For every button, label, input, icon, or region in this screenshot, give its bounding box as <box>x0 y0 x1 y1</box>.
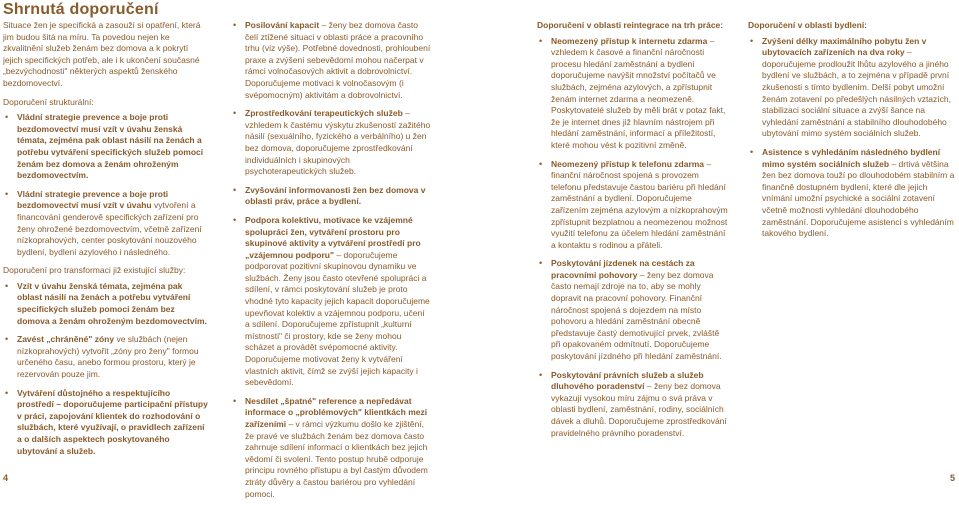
service-list <box>231 20 431 500</box>
section-heading-labor-market: Doporučení v oblasti reintegrace na trh práce: <box>537 20 724 30</box>
list-item: • Zvýšení délky maximálního pobytu žen v ubytovacích zařízeních na dva roky – doporučujeme prodloužit lhůtu azylového a jiného bydlení ve službách, a to zejména v případě první zkušenosti s tímto bydlením. Delší pobyt umožní ženám zotavení po předešlých násilných vztazích, stabilizaci sociální situace a zvýší šance na vyhledání zaměstnání a stabilního dlouhodobého ubytování mimo systém sociálních služeb. <box>748 36 956 140</box>
labor-market-list <box>537 36 729 440</box>
list-item: • Asistence s vyhledáním následného bydlení mimo systém sociálních služeb – drtivá většina žen bez domova touží po dlouhodobém stabilním a finančně dostupném bydlení, které dle jejich vnímání umožní psychické a sociální zotavení včetně možnosti vyhledání dlouhodobého zaměstnání. Doporučujeme asistenci s vyhledáním takového bydlení. <box>748 147 956 240</box>
list-item: • Zvyšování informovanosti žen bez domova v oblasti práv, práce a bydlení. <box>231 185 431 208</box>
list-item: • Nesdílet „špatné" reference a nepředávat informace o „problémových" klientkách mezi zařízeními – v rámci výzkumu došlo ke zjištění, že pravé ve službách ženám bez domova často zahrnuje sdílení informací o klientkách bez jejich vědomí či svolení. Tento postup hrubě odporuje principu rovného přístupu a byl častým důvodem ztráty důvěry a častou bariérou pro vyhledání pomoci. <box>231 396 431 500</box>
list-item: • Poskytování jízdenek na cestách za pracovními pohovory – ženy bez domova často nemají zdroje na to, aby se mohly dopravit na pracovní pohovory. Finanční náročnost spojená s dojezdem na místo pohovoru a hledání zaměstnání obecně představuje častý demotivující prvek, zvláště při opakovaném odmítnutí. Doporučujeme poskytování jízdného při hledání zaměstnání. <box>537 258 729 362</box>
list-item: • Poskytování právních služeb a služeb dluhového poradenství – ženy bez domova vykazují vysokou míru zájmu o svá práva v oblasti bydlení, zaměstnání, rodiny, sociálních dávek a dluhů. Doporučujeme zprostředkování pravidelného právního poradenství. <box>537 370 729 440</box>
page-title: Shrnutá doporučení <box>3 1 159 18</box>
housing-list <box>748 36 956 240</box>
list-item: • Vzít v úvahu ženská témata, zejména pak oblast násilí na ženách a potřebu vytváření specifických služeb pomoci ženám bez domova a ženám ohroženým bezdomovectvím. <box>3 281 208 327</box>
page-number-left: 4 <box>3 473 9 483</box>
intro-paragraph: Situace žen je specifická a zasouží si opatření, která jim budou šitá na míru. Ta povedou nejen ke zkvalitnění služeb ženám bez domova a k pokrytí jejich specifických potřeb, ale i k ukončení současné „bezvýchodnosti" některých aspektů ženského bezdomovectví. <box>3 20 201 88</box>
column-2 <box>231 20 431 507</box>
column-4 <box>748 20 956 247</box>
list-item: • Zprostředkování terapeutických služeb – vzhledem k častému výskytu zkušeností zažitého násilí (sexuálního, fyzického a verbálního) u žen bez domova, doporučujeme zprostředkování individuálních i skupinových psychoterapeutických služeb. <box>231 108 431 178</box>
list-item: • Vytváření důstojného a respektujícího prostředí – doporučujeme participační přístupy v práci, zapojování klientek do rozhodování o službách, které využívají, o pravidlech zařízení a o dalších aspektech poskytovaného ubytování a služeb. <box>3 388 208 458</box>
list-item: • Vládní strategie prevence a boje proti bezdomovectví musí vzít v úvahu ženská témata, zejména pak oblast násilí na ženách a potřebu vytváření specifických služeb pomoci ženám bez domova a ženám ohroženým bezdomovectvím. <box>3 112 208 182</box>
page-number-right: 5 <box>949 473 955 483</box>
column-1 <box>3 20 208 464</box>
list-item: • Posilování kapacit – ženy bez domova často čelí ztížené situaci v oblasti práce a pracovního trhu (viz výše). Potřebné dovednosti, prohloubení praxe a zvýšení sebevědomí mohou načerpat v rámci volnočasových aktivit a dobrovolnictví. Doporučujeme motivaci k volnočasovým (i svépomocným) aktivitám a dobrovolnictví. <box>231 20 431 101</box>
section-heading-structural: Doporučení strukturální: <box>3 96 94 107</box>
list-item: • Zavést „chráněné" zóny ve službách (nejen nízkoprahových) vytvořit „zóny pro ženy" formou určeného času, anebo formou prostoru, který je rezervován pouze jim. <box>3 334 208 380</box>
structural-list <box>3 112 208 258</box>
list-item: • Neomezený přístup k telefonu zdarma – finanční náročnost spojená s provozem telefonu představuje častou bariéru při hledání zaměstnání a bydlení. Doporučujeme zařízením zejména azylovým a nízkoprahovým zpřístupnit bezplatnou a neomezenou možnost využití telefonu za účelem hledání zaměstnání a kontaktu s rodinou a přáteli. <box>537 159 729 252</box>
section-heading-transformation: Doporučení pro transformaci již existující služby: <box>3 265 186 276</box>
list-item: • Neomezený přístup k internetu zdarma – vzhledem k časové a finanční náročnosti procesu hledání zaměstnání a bydlení doporučujeme navýšit množství počítačů ve službách, zejména azylových, a zpřístupnit ženám internet zdarma a neomezeně. Poskytovatelé služeb by měli brát v potaz fakt, že je internet dnes již hlavním nástrojem při hledání zaměstnání, informací a příležitostí, které mohou vést k pozitivní změně. <box>537 36 729 152</box>
list-item: • Vládní strategie prevence a boje proti bezdomovectví musí vzít v úvahu vytvoření a financování genderově specifických zařízení pro ženy ohrožené bezdomovectvím, včetně zařízení nízkoprahových, center poskytování nouzového bydlení, bydlení azylového i následného. <box>3 189 208 259</box>
list-item: • Podpora kolektivu, motivace ke vzájemné spolupráci žen, vytváření prostoru pro skupinové aktivity a vytváření prostředí pro „vzájemnou podporu" – doporučujeme podporovat pozitivní skupinovou dynamiku ve službách. Ženy jsou často otevřené spolupráci a sdílení, v rámci poskytování služeb je proto vhodné tyto kapacity jejich kapacit doporučujeme upevňovat kolektiv a vzájemnou podporu, učení a sdílení. Doporučujeme zpřístupnit „kulturní místnosti" či prostory, kde se ženy mohou scházet a provádět svépomocné aktivity. Doporučujeme motivovat ženy k vytváření vlastních aktivit, čímž se zvýší jejich kapacity i sebevědomí. <box>231 215 431 389</box>
section-heading-housing: Doporučení v oblasti bydlení: <box>748 20 868 30</box>
transformation-list <box>3 281 208 457</box>
column-3 <box>537 20 729 446</box>
